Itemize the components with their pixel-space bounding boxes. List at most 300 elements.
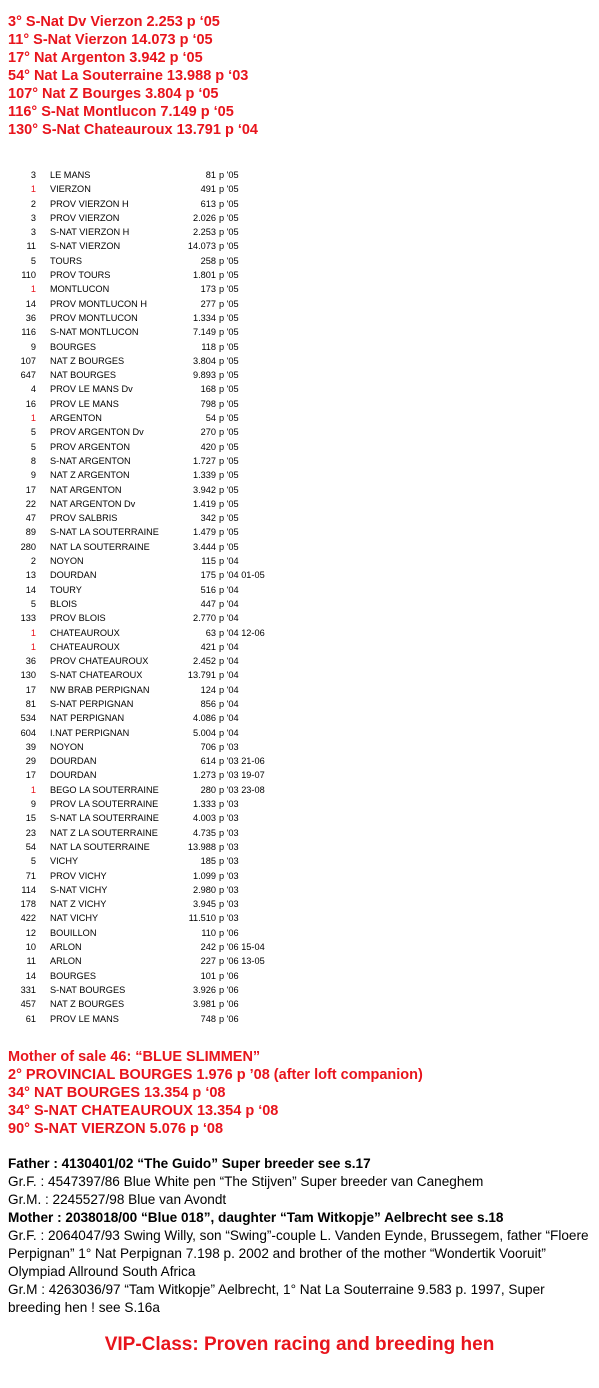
result-birds: 856 <box>200 698 216 709</box>
result-rank: 14 <box>25 584 36 595</box>
result-birds: 4.003 <box>193 813 216 824</box>
result-race: LE MANS <box>50 170 91 180</box>
result-row <box>0 354 599 368</box>
result-row <box>0 726 599 740</box>
result-race: VICHY <box>50 856 79 867</box>
result-race: MONTLUCON <box>50 284 110 295</box>
result-year: p '06 <box>219 1013 239 1024</box>
result-birds: 447 <box>200 598 216 609</box>
result-year: p '05 <box>219 355 239 366</box>
result-race: ARLON <box>50 942 82 953</box>
result-rank: 647 <box>20 370 36 381</box>
result-rank: 110 <box>21 270 36 281</box>
result-birds: 13.988 <box>187 841 216 852</box>
result-year: p '05 <box>219 470 239 481</box>
result-race: NW BRAB PERPIGNAN <box>50 684 150 695</box>
result-year: p '06 15-04 <box>219 942 265 953</box>
result-birds: 1.419 <box>193 498 216 509</box>
result-race: BLOIS <box>50 598 78 609</box>
result-birds: 3.945 <box>193 899 216 910</box>
result-row <box>0 211 599 225</box>
result-row <box>0 268 599 282</box>
result-birds: 1.099 <box>193 870 216 881</box>
result-race: BOURGES <box>50 970 96 981</box>
result-birds: 421 <box>200 641 216 652</box>
result-row <box>0 640 599 654</box>
result-year: p '06 <box>219 970 239 981</box>
result-rank: 9 <box>30 341 36 352</box>
result-birds: 1.801 <box>193 270 216 281</box>
result-year: p '05 <box>219 227 239 238</box>
result-year: p '05 <box>219 298 239 309</box>
result-rank: 29 <box>25 756 36 767</box>
result-birds: 3.981 <box>193 999 216 1010</box>
result-row <box>0 983 599 997</box>
result-row <box>0 197 599 211</box>
result-rank: 17 <box>25 770 36 781</box>
result-year: p '06 13-05 <box>219 956 265 967</box>
summary-line: 107° Nat Z Bourges 3.804 p ‘05 <box>8 86 219 102</box>
summary-line: 11° S-Nat Vierzon 14.073 p ‘05 <box>8 32 213 48</box>
result-year: p '04 12-06 <box>219 627 265 638</box>
result-rank: 1 <box>30 284 36 295</box>
result-year: p '06 <box>219 984 239 995</box>
result-year: p '05 <box>219 398 239 409</box>
result-year: p '05 <box>219 384 239 395</box>
result-race: PROV LE MANS Dv <box>50 384 133 395</box>
result-race: BOUILLON <box>50 927 97 938</box>
mother-sale-line: 90° S-NAT VIERZON 5.076 p ‘08 <box>8 1121 224 1137</box>
result-row <box>0 811 599 825</box>
result-rank: 23 <box>25 827 36 838</box>
result-year: p '05 <box>219 284 239 295</box>
result-race: S-NAT ARGENTON <box>50 455 131 466</box>
result-rank: 9 <box>30 470 36 481</box>
result-race: PROV SALBRIS <box>50 513 118 524</box>
result-year: p '05 <box>219 327 239 338</box>
result-rank: 71 <box>25 870 36 881</box>
result-rank: 116 <box>21 327 36 338</box>
result-race: PROV LE MANS <box>50 1013 119 1024</box>
result-row <box>0 897 599 911</box>
father-grandfather-line: Gr.F. : 4547397/86 Blue White pen “The Stijven” Super breeder van Caneghem <box>8 1174 484 1189</box>
result-race: PROV MONTLUCON H <box>50 298 147 309</box>
result-birds: 280 <box>200 784 216 795</box>
result-row <box>0 797 599 811</box>
result-birds: 242 <box>200 942 216 953</box>
result-race: NAT PERPIGNAN <box>50 713 125 724</box>
result-rank: 47 <box>25 513 36 524</box>
result-year: p '04 <box>219 613 239 624</box>
result-birds: 7.149 <box>193 327 216 338</box>
result-row <box>0 854 599 868</box>
result-birds: 277 <box>200 298 216 309</box>
result-row <box>0 340 599 354</box>
result-race: S-NAT MONTLUCON <box>50 327 139 338</box>
result-race: NAT Z BOURGES <box>50 355 125 366</box>
result-birds: 5.004 <box>193 727 216 738</box>
results-table <box>0 168 599 1026</box>
result-rank: 39 <box>25 741 36 752</box>
result-birds: 173 <box>200 284 216 295</box>
result-race: S-NAT LA SOUTERRAINE <box>50 813 159 824</box>
result-race: VIERZON <box>50 184 91 195</box>
result-race: CHATEAUROUX <box>50 641 120 652</box>
result-row <box>0 325 599 339</box>
result-row <box>0 525 599 539</box>
result-birds: 227 <box>200 956 216 967</box>
result-rank: 107 <box>20 355 36 366</box>
result-race: PROV BLOIS <box>50 613 106 624</box>
result-birds: 2.452 <box>193 656 216 667</box>
result-row <box>0 568 599 582</box>
result-year: p '04 <box>219 556 239 567</box>
result-race: NAT Z LA SOUTERRAINE <box>50 827 158 838</box>
result-rank: 10 <box>25 942 36 953</box>
result-birds: 1.727 <box>193 455 216 466</box>
result-row <box>0 768 599 782</box>
result-race: S-NAT VICHY <box>50 884 108 895</box>
result-row <box>0 483 599 497</box>
result-race: NAT LA SOUTERRAINE <box>50 541 150 552</box>
result-rank: 114 <box>21 884 36 895</box>
result-race: I.NAT PERPIGNAN <box>50 727 130 738</box>
father-line: Father : 4130401/02 “The Guido” Super breeder see s.17 <box>8 1156 371 1171</box>
result-race: BOURGES <box>50 341 96 352</box>
result-rank: 130 <box>20 670 36 681</box>
result-race: PROV ARGENTON Dv <box>50 427 144 438</box>
result-race: PROV MONTLUCON <box>50 312 138 323</box>
result-year: p '05 <box>219 184 239 195</box>
mother-grandfather-line: Gr.F. : 2064047/93 Swing Willy, son “Swing”-couple L. Vanden Eynde, Brussegem, father “Floere Perpignan” 1° Nat Perpignan 7.198 p. 2002 and brother of the mother “Wondertik Vooruit” Olympiad Allround South Africa <box>8 1228 589 1279</box>
result-year: p '04 <box>219 598 239 609</box>
result-row <box>0 626 599 640</box>
result-rank: 3 <box>30 170 36 180</box>
result-row <box>0 969 599 983</box>
result-birds: 4.735 <box>193 827 216 838</box>
result-rank: 8 <box>30 455 36 466</box>
result-birds: 101 <box>200 970 216 981</box>
result-year: p '05 <box>219 527 239 538</box>
result-rank: 9 <box>30 799 36 810</box>
result-race: NAT LA SOUTERRAINE <box>50 841 150 852</box>
result-year: p '05 <box>219 455 239 466</box>
result-race: S-NAT LA SOUTERRAINE <box>50 527 159 538</box>
result-birds: 1.273 <box>193 770 216 781</box>
mother-sale-line: 2° PROVINCIAL BOURGES 1.976 p ’08 (after loft companion) <box>8 1067 423 1083</box>
mother-sale-line: Mother of sale 46: “BLUE SLIMMEN” <box>8 1049 261 1065</box>
result-race: TOURY <box>50 584 82 595</box>
result-year: p '03 23-08 <box>219 784 265 795</box>
result-race: BEGO LA SOUTERRAINE <box>50 784 159 795</box>
result-birds: 1.479 <box>193 527 216 538</box>
result-year: p '05 <box>219 312 239 323</box>
result-row <box>0 397 599 411</box>
result-rank: 61 <box>25 1013 36 1024</box>
mother-grandmother-line: Gr.M : 4263036/97 “Tam Witkopje” Aelbrecht, 1° Nat La Souterraine 9.583 p. 1997, Super breeding hen ! see S.16a <box>8 1282 545 1315</box>
result-race: S-NAT CHATEAROUX <box>50 670 143 681</box>
result-rank: 5 <box>30 255 36 266</box>
result-birds: 118 <box>201 341 216 352</box>
result-row <box>0 997 599 1011</box>
result-year: p '05 <box>219 370 239 381</box>
result-year: p '03 <box>219 741 239 752</box>
result-birds: 3.942 <box>193 484 216 495</box>
result-year: p '05 <box>219 441 239 452</box>
result-row <box>0 254 599 268</box>
result-row <box>0 468 599 482</box>
result-year: p '05 <box>219 255 239 266</box>
father-grandmother-line: Gr.M. : 2245527/98 Blue van Avondt <box>8 1192 227 1207</box>
result-race: S-NAT VIERZON H <box>50 227 130 238</box>
mother-line: Mother : 2038018/00 “Blue 018”, daughter “Tam Witkopje” Aelbrecht see s.18 <box>8 1210 504 1225</box>
result-year: p '05 <box>219 498 239 509</box>
result-year: p '05 <box>219 241 239 252</box>
result-rank: 4 <box>30 384 36 395</box>
result-row <box>0 711 599 725</box>
result-year: p '03 19-07 <box>219 770 265 781</box>
result-row <box>0 697 599 711</box>
result-rank: 14 <box>25 298 36 309</box>
result-race: PROV LA SOUTERRAINE <box>50 799 159 810</box>
result-year: p '03 <box>219 856 239 867</box>
result-rank: 11 <box>26 956 36 967</box>
result-birds: 175 <box>200 570 216 581</box>
result-birds: 185 <box>200 856 216 867</box>
result-row <box>0 740 599 754</box>
result-race: S-NAT VIERZON <box>50 241 121 252</box>
result-rank: 331 <box>20 984 36 995</box>
result-year: p '05 <box>219 212 239 223</box>
result-rank: 5 <box>30 441 36 452</box>
result-year: p '03 <box>219 799 239 810</box>
result-birds: 2.770 <box>193 613 216 624</box>
result-year: p '03 <box>219 870 239 881</box>
result-race: PROV CHATEAUROUX <box>50 656 149 667</box>
result-rank: 17 <box>25 484 36 495</box>
result-birds: 110 <box>201 927 216 938</box>
result-race: PROV VICHY <box>50 870 107 881</box>
result-race: TOURS <box>50 255 82 266</box>
result-row <box>0 382 599 396</box>
result-rank: 1 <box>30 641 36 652</box>
result-rank: 3 <box>30 227 36 238</box>
result-row <box>0 940 599 954</box>
result-row <box>0 926 599 940</box>
result-rank: 5 <box>30 856 36 867</box>
result-row <box>0 597 599 611</box>
result-birds: 270 <box>200 427 216 438</box>
result-year: p '05 <box>219 427 239 438</box>
result-birds: 168 <box>200 384 216 395</box>
result-row <box>0 654 599 668</box>
result-race: NAT ARGENTON <box>50 484 122 495</box>
result-birds: 1.334 <box>193 312 216 323</box>
result-year: p '03 <box>219 827 239 838</box>
result-rank: 1 <box>30 627 36 638</box>
result-row <box>0 954 599 968</box>
summary-line: 3° S-Nat Dv Vierzon 2.253 p ‘05 <box>8 14 220 30</box>
result-row <box>0 683 599 697</box>
result-row <box>0 168 599 182</box>
result-race: PROV VIERZON H <box>50 198 129 209</box>
result-birds: 2.980 <box>193 884 216 895</box>
result-rank: 1 <box>30 413 36 424</box>
result-year: p '03 <box>219 899 239 910</box>
result-rank: 36 <box>25 312 36 323</box>
result-row <box>0 411 599 425</box>
result-rank: 5 <box>30 427 36 438</box>
result-row <box>0 583 599 597</box>
result-race: DOURDAN <box>50 570 97 581</box>
result-row <box>0 869 599 883</box>
result-rank: 457 <box>20 999 36 1010</box>
result-year: p '03 <box>219 813 239 824</box>
result-year: p '03 <box>219 913 239 924</box>
summary-line: 116° S-Nat Montlucon 7.149 p ‘05 <box>8 104 234 120</box>
result-rank: 16 <box>25 398 36 409</box>
result-birds: 115 <box>201 556 216 567</box>
result-row <box>0 440 599 454</box>
result-year: p '06 <box>219 927 239 938</box>
result-rank: 15 <box>25 813 36 824</box>
result-rank: 12 <box>25 927 36 938</box>
result-year: p '05 <box>219 198 239 209</box>
result-row <box>0 668 599 682</box>
result-row <box>0 783 599 797</box>
result-birds: 420 <box>200 441 216 452</box>
result-birds: 81 <box>205 170 216 180</box>
result-row <box>0 368 599 382</box>
result-year: p '06 <box>219 999 239 1010</box>
result-row <box>0 497 599 511</box>
result-year: p '05 <box>219 484 239 495</box>
result-birds: 798 <box>200 398 216 409</box>
result-year: p '04 <box>219 684 239 695</box>
result-race: DOURDAN <box>50 756 97 767</box>
result-race: PROV TOURS <box>50 270 111 281</box>
result-row <box>0 611 599 625</box>
result-year: p '04 01-05 <box>219 570 265 581</box>
result-rank: 89 <box>25 527 36 538</box>
result-year: p '04 <box>219 584 239 595</box>
result-race: ARLON <box>50 956 82 967</box>
result-race: NAT Z BOURGES <box>50 999 125 1010</box>
result-year: p '04 <box>219 641 239 652</box>
result-rank: 13 <box>25 570 36 581</box>
result-row <box>0 239 599 253</box>
result-rank: 1 <box>30 184 36 195</box>
result-birds: 342 <box>200 513 216 524</box>
result-rank: 1 <box>30 784 36 795</box>
result-row <box>0 554 599 568</box>
result-birds: 2.026 <box>193 212 216 223</box>
result-row <box>0 182 599 196</box>
result-birds: 614 <box>200 756 216 767</box>
result-birds: 3.926 <box>193 984 216 995</box>
result-rank: 17 <box>25 684 36 695</box>
result-race: DOURDAN <box>50 770 97 781</box>
result-rank: 534 <box>20 713 36 724</box>
pedigree-block <box>8 1155 593 1317</box>
result-rank: 133 <box>20 613 36 624</box>
result-birds: 54 <box>205 413 216 424</box>
result-row <box>0 511 599 525</box>
result-birds: 1.333 <box>193 799 216 810</box>
result-row <box>0 282 599 296</box>
summary-line: 17° Nat Argenton 3.942 p ‘05 <box>8 50 203 66</box>
result-rank: 11 <box>26 241 36 252</box>
result-birds: 516 <box>200 584 216 595</box>
result-race: ARGENTON <box>50 413 102 424</box>
top-results-summary <box>8 13 258 139</box>
result-rank: 178 <box>20 899 36 910</box>
mother-sale-line: 34° S-NAT CHATEAUROUX 13.354 p ‘08 <box>8 1103 279 1119</box>
result-row <box>0 1012 599 1026</box>
result-race: NAT ARGENTON Dv <box>50 498 136 509</box>
result-row <box>0 454 599 468</box>
result-year: p '04 <box>219 713 239 724</box>
result-rank: 2 <box>30 556 36 567</box>
result-year: p '05 <box>219 170 239 180</box>
result-birds: 63 <box>205 627 216 638</box>
result-row <box>0 425 599 439</box>
result-year: p '04 <box>219 698 239 709</box>
result-birds: 14.073 <box>187 241 216 252</box>
result-rank: 3 <box>30 212 36 223</box>
result-rank: 54 <box>25 841 36 852</box>
result-rank: 2 <box>30 198 36 209</box>
summary-line: 54° Nat La Souterraine 13.988 p ‘03 <box>8 68 249 84</box>
result-year: p '03 <box>219 884 239 895</box>
result-race: CHATEAUROUX <box>50 627 120 638</box>
result-row <box>0 225 599 239</box>
result-race: PROV VIERZON <box>50 212 120 223</box>
result-race: NAT BOURGES <box>50 370 117 381</box>
result-year: p '05 <box>219 541 239 552</box>
result-birds: 491 <box>200 184 216 195</box>
result-birds: 13.791 <box>187 670 216 681</box>
result-year: p '03 <box>219 841 239 852</box>
result-row <box>0 883 599 897</box>
result-year: p '05 <box>219 270 239 281</box>
result-race: NOYON <box>50 741 84 752</box>
result-rank: 422 <box>20 913 36 924</box>
result-year: p '05 <box>219 341 239 352</box>
result-birds: 9.893 <box>193 370 216 381</box>
result-rank: 22 <box>25 498 36 509</box>
mother-of-sale-block <box>8 1048 423 1138</box>
result-birds: 3.804 <box>193 355 216 366</box>
result-birds: 258 <box>200 255 216 266</box>
result-rank: 280 <box>20 541 36 552</box>
result-race: NAT Z ARGENTON <box>50 470 130 481</box>
result-birds: 124 <box>200 684 216 695</box>
result-birds: 748 <box>200 1013 216 1024</box>
result-year: p '05 <box>219 513 239 524</box>
mother-sale-line: 34° NAT BOURGES 13.354 p ‘08 <box>8 1085 226 1101</box>
result-birds: 2.253 <box>193 227 216 238</box>
result-birds: 11.510 <box>188 913 216 924</box>
result-row <box>0 311 599 325</box>
result-rank: 14 <box>25 970 36 981</box>
result-birds: 706 <box>200 741 216 752</box>
result-race: PROV LE MANS <box>50 398 119 409</box>
result-row <box>0 840 599 854</box>
result-race: NAT VICHY <box>50 913 99 924</box>
result-race: S-NAT BOURGES <box>50 984 126 995</box>
result-row <box>0 826 599 840</box>
